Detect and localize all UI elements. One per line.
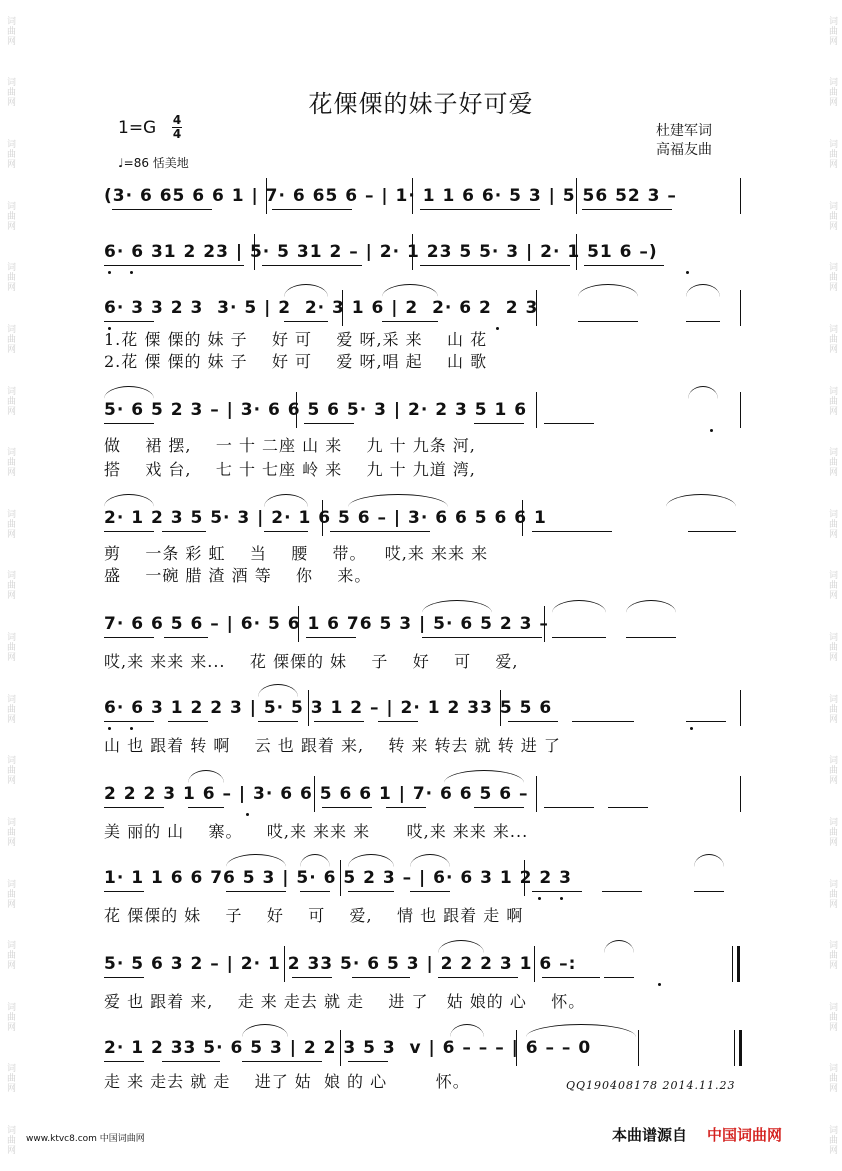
notation-row-4 xyxy=(104,398,744,438)
lyricist-credit: 杜建军词 xyxy=(656,123,712,139)
barline xyxy=(314,776,315,812)
slur xyxy=(666,494,736,507)
watermark-text: 词曲网 xyxy=(827,570,837,601)
watermark-text: 词曲网 xyxy=(827,15,837,46)
notation-text: 2· 1 2 3 5 5· 3 | 2· 1 6 5 6 – | 3· 6 6 5 6 6 1 xyxy=(104,508,547,528)
lyric-line-verse-2: 盛 一碗 腊 渣 酒 等 你 来。 xyxy=(104,566,372,585)
slur xyxy=(104,494,154,507)
beam-underline xyxy=(188,807,224,808)
beam-underline xyxy=(330,531,430,532)
barline xyxy=(740,690,741,726)
barline xyxy=(740,776,741,812)
barline xyxy=(638,1030,639,1066)
beam-underline xyxy=(162,1061,220,1062)
slur xyxy=(300,854,330,867)
beam-underline xyxy=(104,721,154,722)
barline xyxy=(266,178,267,214)
beam-underline xyxy=(104,1061,144,1062)
notation-text: 2· 1 2 33 5· 6 5 3 | 2 2 3 5 3 v | 6 – – – | 6 – – 0 xyxy=(104,1038,592,1058)
octave-dot xyxy=(246,813,249,816)
watermark-right xyxy=(824,0,840,1171)
key-signature: 1=G xyxy=(118,118,157,138)
barline xyxy=(740,290,741,326)
beam-underline xyxy=(438,977,518,978)
slur xyxy=(348,494,448,507)
beam-underline xyxy=(410,891,450,892)
notation-text: 5· 5 6 3 2 – | 2· 1 2 33 5· 6 5 3 | 2 2 2 3 1 6 –: xyxy=(104,954,577,974)
beam-underline xyxy=(532,891,582,892)
slur xyxy=(526,1024,636,1037)
slur xyxy=(578,284,638,297)
slur xyxy=(438,940,484,953)
beam-underline xyxy=(104,891,144,892)
beam-underline xyxy=(508,721,558,722)
beam-underline xyxy=(572,721,634,722)
slur xyxy=(422,600,492,613)
barline xyxy=(412,178,413,214)
barline xyxy=(298,606,299,642)
watermark-text: 词曲网 xyxy=(5,940,15,971)
composer-credit: 高福友曲 xyxy=(656,142,712,158)
notation-row-9 xyxy=(104,866,744,906)
slur xyxy=(382,284,438,297)
barline xyxy=(412,234,413,270)
time-signature xyxy=(172,114,182,141)
beam-underline xyxy=(626,637,676,638)
beam-underline xyxy=(578,321,638,322)
notation-text: 7· 6 6 5 6 – | 6· 5 6 1 6 76 5 3 | 5· 6 5 2 3 – xyxy=(104,614,549,634)
watermark-text: 词曲网 xyxy=(5,200,15,231)
barline xyxy=(322,500,323,536)
beam-underline xyxy=(532,531,612,532)
beam-underline xyxy=(284,321,328,322)
watermark-text: 词曲网 xyxy=(5,570,15,601)
beam-underline xyxy=(258,721,298,722)
final-barline xyxy=(734,1030,742,1066)
beam-underline xyxy=(348,891,394,892)
lyric-line-verse-1: 做 裙 摆, 一 十 二座 山 来 九 十 九条 河, xyxy=(104,436,476,455)
beam-underline xyxy=(686,321,720,322)
slur xyxy=(410,854,450,867)
notation-text: 6· 6 3 1 2 2 3 | 5· 5 3 1 2 – | 2· 1 2 33 5 5 6 xyxy=(104,698,553,718)
slur xyxy=(104,386,154,399)
lyric-line: 花 傈傈的 妹 子 好 可 爱, 情 也 跟着 走 啊 xyxy=(104,906,524,925)
beam-underline xyxy=(602,891,642,892)
beam-underline xyxy=(300,891,330,892)
beam-underline xyxy=(686,721,726,722)
beam-underline xyxy=(104,531,154,532)
watermark-text: 词曲网 xyxy=(827,693,837,724)
barline xyxy=(544,606,545,642)
beam-underline xyxy=(226,891,286,892)
beam-underline xyxy=(474,423,524,424)
watermark-text: 词曲网 xyxy=(5,447,15,478)
lyric-line-verse-2: 2.花 傈 傈的 妹 子 好 可 爱 呀,唱 起 山 歌 xyxy=(104,352,488,371)
beam-underline xyxy=(112,209,212,210)
barline xyxy=(534,946,535,982)
watermark-text: 词曲网 xyxy=(5,323,15,354)
octave-dot xyxy=(710,429,713,432)
watermark-left xyxy=(2,0,18,1171)
watermark-text: 词曲网 xyxy=(827,1001,837,1032)
beam-underline xyxy=(104,423,154,424)
beam-underline xyxy=(322,807,372,808)
beam-underline xyxy=(552,637,606,638)
beam-underline xyxy=(104,637,154,638)
beam-underline xyxy=(378,721,418,722)
watermark-text: 词曲网 xyxy=(827,1125,837,1156)
slur xyxy=(626,600,676,613)
notation-row-6 xyxy=(104,612,744,652)
watermark-text: 词曲网 xyxy=(5,1001,15,1032)
barline xyxy=(254,234,255,270)
barline xyxy=(516,1030,517,1066)
watermark-text: 词曲网 xyxy=(5,385,15,416)
beam-underline xyxy=(168,721,208,722)
watermark-text: 词曲网 xyxy=(827,508,837,539)
beam-underline xyxy=(104,807,164,808)
transcriber-date: QQ190408178 2014.11.23 xyxy=(566,1079,736,1092)
barline xyxy=(308,690,309,726)
watermark-text: 词曲网 xyxy=(827,77,837,108)
beam-underline xyxy=(162,531,206,532)
octave-dot xyxy=(130,727,133,730)
beam-underline xyxy=(104,321,154,322)
slur xyxy=(284,284,328,297)
watermark-text: 词曲网 xyxy=(827,200,837,231)
watermark-text: 词曲网 xyxy=(827,447,837,478)
slur xyxy=(686,284,720,297)
barline xyxy=(284,946,285,982)
slur xyxy=(188,770,224,783)
beam-underline xyxy=(306,637,356,638)
slur xyxy=(604,940,634,953)
tempo-marking: ♩=86 恬美地 xyxy=(118,156,189,170)
beam-underline xyxy=(544,807,594,808)
footer-source-brand: 中国词曲网 xyxy=(707,1126,783,1144)
time-signature-bottom: 4 xyxy=(172,127,182,141)
lyric-line: 走 来 走去 就 走 进了 姑 娘 的 心 怀。 xyxy=(104,1072,470,1091)
watermark-text: 词曲网 xyxy=(827,755,837,786)
barline xyxy=(576,178,577,214)
slur xyxy=(348,854,394,867)
footer-site: www.ktvc8.com 中国词曲网 xyxy=(26,1134,145,1144)
beam-underline xyxy=(604,977,634,978)
notation-text: 5· 6 5 2 3 – | 3· 6 6 5 6 5· 3 | 2· 2 3 5 1 6 xyxy=(104,400,528,420)
slur xyxy=(264,494,308,507)
slur xyxy=(694,854,724,867)
watermark-text: 词曲网 xyxy=(5,632,15,663)
beam-underline xyxy=(688,531,736,532)
footer-source xyxy=(612,1124,782,1145)
barline xyxy=(536,392,537,428)
watermark-text: 词曲网 xyxy=(5,139,15,170)
notation-row-2 xyxy=(104,240,744,280)
slur xyxy=(258,684,298,697)
beam-underline xyxy=(104,265,244,266)
watermark-text: 词曲网 xyxy=(5,1125,15,1156)
beam-underline xyxy=(242,1061,322,1062)
watermark-text: 词曲网 xyxy=(827,262,837,293)
beam-underline xyxy=(382,321,438,322)
octave-dot xyxy=(108,271,111,274)
octave-dot xyxy=(686,271,689,274)
notation-row-8 xyxy=(104,782,744,822)
barline xyxy=(536,776,537,812)
barline xyxy=(740,178,741,214)
lyric-line: 山 也 跟着 转 啊 云 也 跟着 来, 转 来 转去 就 转 进 了 xyxy=(104,736,561,755)
lyric-line-verse-1: 1.花 傈 傈的 妹 子 好 可 爱 呀,采 来 山 花 xyxy=(104,330,488,349)
lyric-line: 爱 也 跟着 来, 走 来 走去 就 走 进 了 姑 娘的 心 怀。 xyxy=(104,992,586,1011)
barline xyxy=(500,690,501,726)
notation-text: 1· 1 1 6 6 76 5 3 | 5· 6 5 2 3 – | 6· 6 3 1 2 2 3 xyxy=(104,868,572,888)
beam-underline xyxy=(104,977,144,978)
watermark-text: 词曲网 xyxy=(5,262,15,293)
beam-underline xyxy=(272,209,352,210)
watermark-text: 词曲网 xyxy=(827,878,837,909)
slur xyxy=(552,600,606,613)
lyric-line-verse-1: 剪 一条 彩 虹 当 腰 带。 哎,来 来来 来 xyxy=(104,544,489,563)
watermark-text: 词曲网 xyxy=(827,816,837,847)
barline xyxy=(296,392,297,428)
notation-text: (3· 6 65 6 6 1 | 7· 6 65 6 – | 1· 1 1 6 6· 5 3 | 5 56 52 3 – xyxy=(104,186,677,206)
watermark-text: 词曲网 xyxy=(5,1063,15,1094)
barline xyxy=(522,500,523,536)
watermark-text: 词曲网 xyxy=(5,693,15,724)
octave-dot xyxy=(658,983,661,986)
watermark-text: 词曲网 xyxy=(827,323,837,354)
beam-underline xyxy=(420,265,570,266)
octave-dot xyxy=(108,727,111,730)
notation-row-1 xyxy=(104,184,744,224)
notation-row-11 xyxy=(104,1036,744,1076)
beam-underline xyxy=(420,209,540,210)
beam-underline xyxy=(422,637,542,638)
lyric-line: 美 丽的 山 寨。 哎,来 来来 来 哎,来 来来 来... xyxy=(104,822,529,841)
repeat-barline xyxy=(732,946,740,982)
beam-underline xyxy=(304,423,354,424)
barline xyxy=(340,1030,341,1066)
footer-source-label: 本曲谱源自 xyxy=(612,1126,688,1144)
notation-row-7 xyxy=(104,696,744,736)
watermark-text: 词曲网 xyxy=(827,632,837,663)
slur xyxy=(242,1024,288,1037)
song-title: 花傈傈的妹子好可爱 xyxy=(308,90,534,118)
beam-underline xyxy=(292,977,332,978)
octave-dot xyxy=(690,727,693,730)
lyric-line-verse-2: 搭 戏 台, 七 十 七座 岭 来 九 十 九道 湾, xyxy=(104,460,476,479)
notation-text: 6· 6 31 2 23 | 5· 5 31 2 – | 2· 1 23 5 5· 3 | 2· 1 51 6 –) xyxy=(104,242,658,262)
beam-underline xyxy=(608,807,648,808)
watermark-text: 词曲网 xyxy=(5,15,15,46)
beam-underline xyxy=(264,531,308,532)
slur xyxy=(450,1024,484,1037)
watermark-text: 词曲网 xyxy=(5,77,15,108)
notation-text: 6· 3 3 2 3 3· 5 | 2 2· 3 1 6 | 2 2· 6 2 2 3 xyxy=(104,298,539,318)
beam-underline xyxy=(386,807,426,808)
watermark-text: 词曲网 xyxy=(827,1063,837,1094)
barline xyxy=(576,234,577,270)
beam-underline xyxy=(164,637,208,638)
beam-underline xyxy=(584,265,664,266)
slur xyxy=(226,854,286,867)
watermark-text: 词曲网 xyxy=(5,508,15,539)
barline xyxy=(342,290,343,326)
beam-underline xyxy=(544,423,594,424)
barline xyxy=(524,860,525,896)
beam-underline xyxy=(314,721,364,722)
time-signature-top: 4 xyxy=(172,113,182,127)
slur xyxy=(444,770,524,783)
octave-dot xyxy=(538,897,541,900)
notation-row-10 xyxy=(104,952,744,992)
barline xyxy=(740,392,741,428)
beam-underline xyxy=(352,977,410,978)
watermark-text: 词曲网 xyxy=(827,940,837,971)
octave-dot xyxy=(130,271,133,274)
beam-underline xyxy=(474,807,524,808)
watermark-text: 词曲网 xyxy=(827,385,837,416)
barline xyxy=(536,290,537,326)
beam-underline xyxy=(542,977,600,978)
notation-row-5 xyxy=(104,506,744,546)
slur xyxy=(688,386,718,399)
barline xyxy=(340,860,341,896)
watermark-text: 词曲网 xyxy=(5,816,15,847)
beam-underline xyxy=(262,265,362,266)
notation-text: 2 2 2 3 1 6 – | 3· 6 6 5 6 6 1 | 7· 6 6 5 6 – xyxy=(104,784,529,804)
watermark-text: 词曲网 xyxy=(827,139,837,170)
beam-underline xyxy=(582,209,672,210)
beam-underline xyxy=(694,891,724,892)
octave-dot xyxy=(560,897,563,900)
beam-underline xyxy=(348,1061,388,1062)
watermark-text: 词曲网 xyxy=(5,878,15,909)
watermark-text: 词曲网 xyxy=(5,755,15,786)
lyric-line: 哎,来 来来 来... 花 傈傈的 妹 子 好 可 爱, xyxy=(104,652,519,671)
